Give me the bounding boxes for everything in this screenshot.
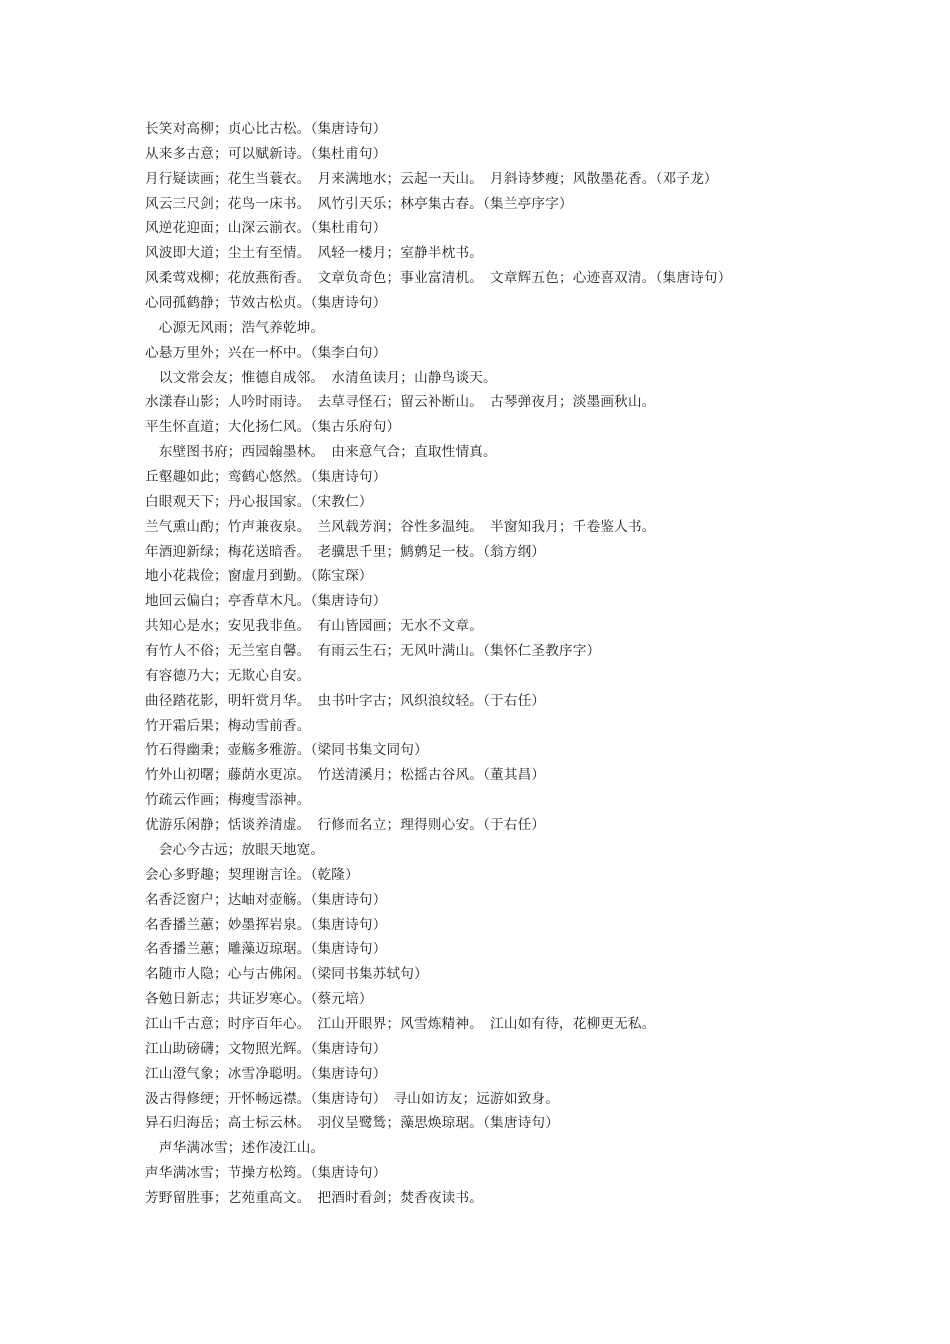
- text-line: 共知心是水；安见我非鱼。 有山皆园画；无水不文章。: [145, 618, 484, 635]
- text-line: 芳野留胜事；艺苑重高文。 把酒时看剑；焚香夜读书。: [145, 1189, 484, 1206]
- text-line: 心源无风雨；浩气养乾坤。: [145, 319, 325, 336]
- text-line: 年酒迎新绿；梅花送暗香。 老骥思千里；鹪鹩足一枝。（翁方纲）: [145, 543, 546, 560]
- text-line: 名随市人隐；心与古佛闲。（梁同书集苏轼句）: [145, 966, 428, 983]
- text-line: 优游乐闲静；恬谈养清虚。 行修而名立；理得则心安。（于右任）: [145, 817, 546, 834]
- text-line: 月行疑读画；花生当蓑衣。 月来满地水；云起一天山。 月斜诗梦瘦；风散墨花香。（邓子龙）: [145, 170, 718, 187]
- text-line: 会心今古远；放眼天地宽。: [145, 841, 325, 858]
- text-line: 竹外山初曙；藤荫水更凉。 竹送清溪月；松摇古谷风。（董其昌）: [145, 767, 546, 784]
- text-line: 竹石得幽秉；壶觞多雅游。（梁同书集文同句）: [145, 742, 428, 759]
- text-line: 名香播兰蕙；妙墨挥岩泉。（集唐诗句）: [145, 916, 387, 933]
- text-line: 曲径踏花影，明轩赏月华。 虫书叶字古；风织浪纹轻。（于右任）: [145, 692, 546, 709]
- text-line: 风逆花迎面；山深云湔衣。（集杜甫句）: [145, 220, 387, 237]
- text-line: 名香播兰蕙；雕藻迈琼琚。（集唐诗句）: [145, 941, 387, 958]
- couplet-list: [145, 117, 925, 1211]
- text-line: 水漾春山影；人吟时雨诗。 去草寻怪石；留云补断山。 古琴弹夜月；淡墨画秋山。: [145, 394, 656, 411]
- text-line: 有竹人不俗；无兰室自馨。 有雨云生石；无风叶满山。（集怀仁圣教序字）: [145, 643, 601, 660]
- text-line: 地小花栽俭；窗虚月到勤。（陈宝琛）: [145, 568, 373, 585]
- text-line: 心同孤鹤静；节效古松贞。（集唐诗句）: [145, 295, 387, 312]
- text-line: 东壁图书府；西园翰墨林。 由来意气合；直取性情真。: [145, 444, 497, 461]
- text-line: 江山助磅礴；文物照光辉。（集唐诗句）: [145, 1040, 387, 1057]
- text-line: 声华满冰雪；述作凌江山。: [145, 1140, 325, 1157]
- text-line: 心悬万里外；兴在一杯中。（集李白句）: [145, 344, 387, 361]
- text-line: 江山千古意；时序百年心。 江山开眼界；风雪炼精神。 江山如有待，花柳更无私。: [145, 1015, 656, 1032]
- text-line: 白眼观天下；丹心报国家。（宋教仁）: [145, 493, 373, 510]
- text-line: 地回云偏白；亭香草木凡。（集唐诗句）: [145, 593, 387, 610]
- text-line: 竹开霜后果；梅动雪前香。: [145, 717, 311, 734]
- text-line: 以文常会友；惟德自成邻。 水清鱼读月；山静鸟谈天。: [145, 369, 497, 386]
- text-line: 丘壑趣如此；鸾鹤心悠然。（集唐诗句）: [145, 469, 387, 486]
- text-line: 风云三尺剑；花鸟一床书。 风竹引天乐；林亭集古春。（集兰亭序字）: [145, 195, 573, 212]
- text-line: 竹疏云作画；梅瘦雪添神。: [145, 792, 311, 809]
- text-line: 有容德乃大；无欺心自安。: [145, 667, 311, 684]
- text-line: 江山澄气象；冰雪净聪明。（集唐诗句）: [145, 1065, 387, 1082]
- text-line: 会心多野趣；契理谢言诠。（乾隆）: [145, 866, 359, 883]
- text-line: 从来多古意；可以赋新诗。（集杜甫句）: [145, 145, 387, 162]
- text-line: 汲古得修绠；开怀畅远襟。（集唐诗句） 寻山如访友；远游如致身。: [145, 1090, 560, 1107]
- text-line: 风柔莺戏柳；花放燕衔香。 文章负奇色；事业富清机。 文章辉五色；心迹喜双清。（集唐诗句）: [145, 270, 732, 287]
- text-line: 各勉日新志；共证岁寒心。（蔡元培）: [145, 991, 373, 1008]
- text-line: 异石归海岳；高士标云林。 羽仪呈鹭鸶；藻思焕琼琚。（集唐诗句）: [145, 1115, 560, 1132]
- text-line: 名香泛窗户；达岫对壶觞。（集唐诗句）: [145, 891, 387, 908]
- text-line: 声华满冰雪；节操方松筠。（集唐诗句）: [145, 1165, 387, 1182]
- text-line: 风波即大道；尘土有至情。 风轻一楼月；室静半枕书。: [145, 245, 484, 262]
- text-line: 长笑对高柳；贞心比古松。（集唐诗句）: [145, 121, 387, 137]
- text-line: 兰气熏山酌；竹声兼夜泉。 兰风载芳润；谷性多温纯。 半窗知我月；千卷鉴人书。: [145, 518, 656, 535]
- text-line: 平生怀直道；大化扬仁风。（集古乐府句）: [145, 419, 401, 436]
